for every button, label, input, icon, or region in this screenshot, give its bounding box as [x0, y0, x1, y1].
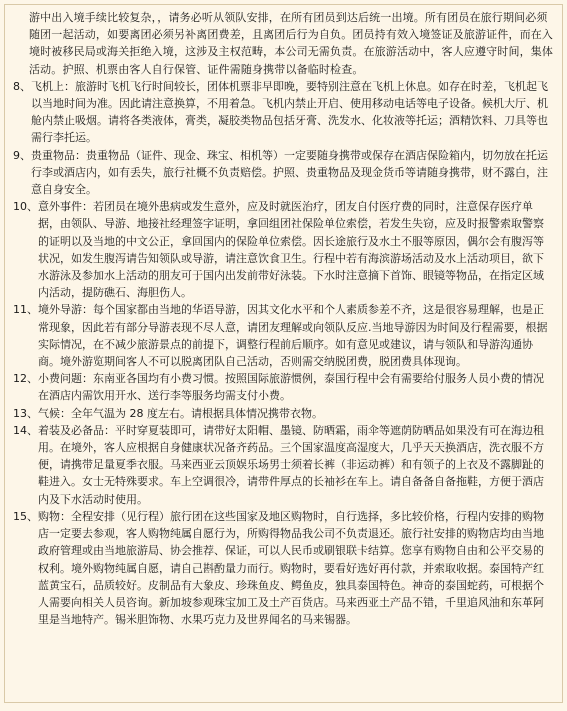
- intro-paragraph: 游中出入境手续比较复杂，，请务必听从领队安排，在所有团员到达后统一出境。所有团员在旅行期间必须随团一起活动，如要离团必须另补离团费差，且离团后行为自负。团员持有效入境签证及旅游证件，而在入境时被移民局或海关拒绝入境，这涉及主权范畴，本公司无需负责。在旅游活动中，客人应遵守时间，集体活动。护照、机票由客人自行保管、证件需随身携带以备临时检查。: [29, 11, 554, 76]
- item-number: 15、: [13, 509, 38, 523]
- list-item-12: [13, 370, 554, 404]
- item-number: 14、: [13, 423, 38, 437]
- list-item-11: [13, 301, 554, 370]
- list-item-8: [13, 78, 554, 147]
- item-text: 境外导游：每个国家都由当地的华语导游，因其文化水平和个人素质参差不齐，这是很容易理解，也是正常现象，因此若有部分导游表现不尽人意，请团友理解或向领队反应.当地导游因为时间及行程需要，根据实际情况，在不减少旅游景点的前提下，调整行程前后顺序。如有意见或建议，请与领队和导游沟通协商。境外游览期间客人不可以脱离团队自己活动，否则需交纳脱团费，脱团费具体现询。: [38, 303, 548, 369]
- item-text: 气候：全年气温为 28 度左右。请根据具体情况携带衣物。: [38, 406, 323, 420]
- item-number: 9、: [13, 148, 31, 162]
- document-page: [4, 4, 563, 703]
- item-text: 贵重物品：贵重物品（证件、现金、珠宝、相机等）一定要随身携带或保存在酒店保险箱内，切勿放在托运行李或酒店内，如有丢失，旅行社概不负责赔偿。护照、贵重物品及现金货币等请随身携带，财不露白，注意自身安全。: [31, 148, 548, 197]
- item-text: 飞机上：旅游时飞机飞行时间较长，团体机票非早即晚，要特别注意在飞机上休息。如存在时差，飞机起飞以当地时间为准。因此请注意换算，不用着急。飞机内禁止开启、使用移动电话等电子设备。候机大厅、机舱内禁止吸烟。请将各类液体，膏类，凝胶类物品包括牙膏、洗发水、化妆液等托运；酒精饮料、刀具等也需行李托运。: [31, 79, 548, 145]
- item-text: 小费问题：东南亚各国均有小费习惯。按照国际旅游惯例，泰国行程中会有需要给付服务人员小费的情况在酒店内需饮用开水、送行李等服务均需支付小费。: [38, 372, 544, 403]
- item-text: 购物：全程安排（见行程）旅行团在这些国家及地区购物时，自行选择，多比较价格，行程内安排的购物店一定要去参观，客人购物纯属自愿行为，所购得物品我公司不负责退还。旅行社安排的购物店均由当地政府管理或由当地旅游局、协会推荐、保证，可以人民币或刷银联卡结算。您享有购物自由和公平交易的权利。境外购物纯属自愿，请自己斟酌量力而行。购物时，要看好选好再付款，并索取收据。泰国特产红蓝黄宝石，品质较好。皮制品有大象皮、珍珠鱼皮、鳄鱼皮，独具泰国特色。神奇的泰国蛇药，可根据个人需要向相关人员咨询。新加坡参观珠宝加工及土产百货店。马来西亚土产品不错，千里追风油和东革阿里是当地特产。锡米胆饰物、水果巧克力及世界闻名的马来锡器。: [38, 509, 544, 627]
- item-text: 着装及必备品：平时穿夏装即可，请带好太阳帽、墨镜、防晒霜，雨伞等遮荫防晒品如果没有可在海边租用。在境外，客人应根据自身健康状况备齐药品。三个国家温度高湿度大，几乎天天换酒店，洗衣服不方便，请携带足量夏季衣服。马来西亚云顶娱乐场男士须着长裤（非运动裤）和有领子的上衣及不露脚趾的鞋进入。女士无特殊要求。车上空调很冷，请带件厚点的长袖衫在车上。请自备备自备拖鞋，方便于酒店内及下水活动时使用。: [38, 423, 544, 506]
- item-number: 8、: [13, 79, 31, 93]
- list-item-10: [13, 198, 554, 301]
- item-number: 10、: [13, 200, 38, 214]
- item-number: 12、: [13, 372, 38, 386]
- list-item-14: [13, 422, 554, 508]
- item-number: 11、: [13, 303, 38, 317]
- item-text: 意外事件：若团员在境外患病或发生意外，应及时就医治疗，团友自付医疗费的同时，注意保存医疗单据，由领队、导游、地接社经理签字证明，拿回组团社保险单位索偿，若发生失窃，应及时报警索取警察的证明以及当地的中文公正，拿回国内的保险单位索偿。因长途旅行及水土不服等原因，偶尔会有腹泻等状况，如发生腹泻请告知领队或导游，请注意饮食卫生。行程中若有海滨游场活动及水上活动项目，欲下水游泳及参加水上活动的朋友可于国内出发前带好泳装。下水时注意摘下首饰、眼镜等物品，在指定区域内活动，提防礁石、海胆伤人。: [38, 200, 544, 300]
- list-item-9: [13, 147, 554, 199]
- list-item-13: [13, 405, 554, 422]
- item-number: 13、: [13, 406, 38, 420]
- list-item-15: [13, 508, 554, 628]
